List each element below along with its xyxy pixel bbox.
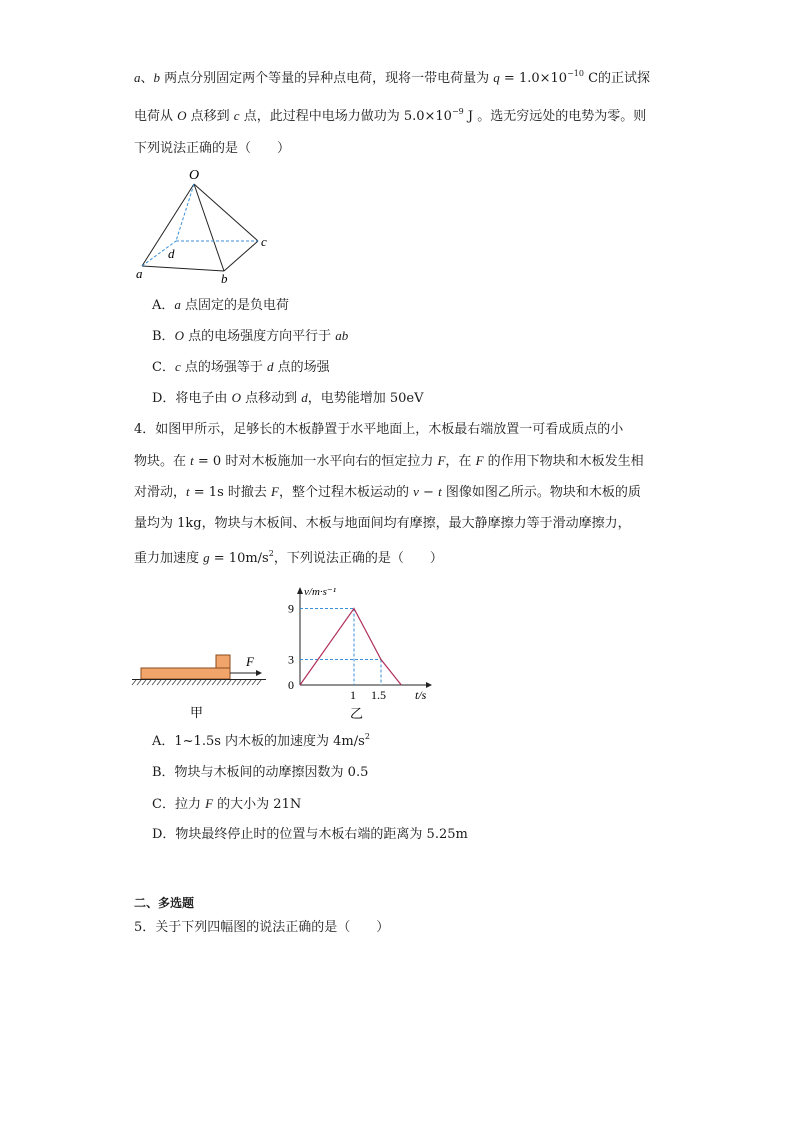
hatch-mark: [222, 680, 226, 685]
figure-yi-vt-chart: [270, 582, 440, 722]
x-tick-label: 1: [350, 688, 356, 702]
x-tick-label: 1.5: [371, 688, 386, 702]
hatch-mark: [217, 680, 221, 685]
hatch-mark: [192, 680, 196, 685]
hatch-mark: [172, 680, 176, 685]
hatch-mark: [242, 680, 246, 685]
hatch-mark: [202, 680, 206, 685]
block: [216, 655, 230, 668]
label-O: O: [189, 168, 200, 183]
q3-option-b[interactable]: B．O 点的电场强度方向平行于 ab: [152, 328, 349, 344]
q5-stem: 5．关于下列四幅图的说法正确的是（ ）: [134, 920, 390, 935]
figure-jia: [130, 645, 270, 725]
hatch-mark: [232, 680, 236, 685]
q3-option-d[interactable]: D．将电子由 O 点移动到 d，电势能增加 50eV: [152, 390, 424, 406]
q4-stem-line-1: 4．如图甲所示，足够长的木板静置于水平地面上，木板最右端放置一可看成质点的小: [134, 422, 624, 437]
var-q: q: [493, 70, 500, 85]
hatch-mark: [157, 680, 161, 685]
q4-stem-line-5: 重力加速度 $g = 10m/s^2$，下列说法正确的是（ ）: [134, 549, 443, 566]
label-d: d: [168, 246, 175, 261]
hatch-mark: [197, 680, 201, 685]
q4-stem-line-4: 量均为 1kg，物块与木板间、木板与地面间均有摩擦，最大静摩擦力等于滑动摩擦力，: [134, 516, 631, 531]
ground-hatch: [132, 680, 261, 685]
var-b: b: [153, 70, 161, 85]
hatch-mark: [247, 680, 251, 685]
y-axis-arrow: [297, 587, 303, 594]
q3-stem-line-3: 下列说法正确的是（ ）: [134, 141, 291, 156]
hatch-mark: [147, 680, 151, 685]
hatch-mark: [182, 680, 186, 685]
series-line-v: [300, 609, 401, 686]
x-tick-label: 0: [288, 678, 294, 692]
hatch-mark: [137, 680, 141, 685]
hatch-mark: [177, 680, 181, 685]
hatch-mark: [252, 680, 256, 685]
pyramid-figure: [132, 164, 282, 286]
force-arrowhead: [256, 670, 262, 676]
label-c: c: [261, 234, 267, 249]
board: [141, 668, 230, 679]
hatch-mark: [152, 680, 156, 685]
hatch-mark: [162, 680, 166, 685]
hatch-mark: [187, 680, 191, 685]
hatch-mark: [237, 680, 241, 685]
q4-option-d[interactable]: D．物块最终停止时的位置与木板右端的距离为 5.25m: [152, 827, 468, 842]
q4-stem-line-2: 物块。在 t = 0 时对木板施加一水平向右的恒定拉力 F，在 F 的作用下物块和木板发生相: [134, 453, 644, 469]
q3-option-c[interactable]: C．c 点的场强等于 d 点的场强: [152, 359, 330, 375]
section-heading-multi-choice: 二、多选题: [134, 896, 195, 910]
q4-option-a[interactable]: A．1~1.5s 内木板的加速度为 $4m/s^2$: [152, 732, 370, 749]
q4-option-b[interactable]: B．物块与木板间的动摩擦因数为 0.5: [152, 765, 369, 780]
label-a: a: [136, 266, 143, 281]
q4-stem-line-3: 对滑动，t = 1s 时撤去 F，整个过程木板运动的 v − t 图像如图乙所示。物块和木板的质: [134, 484, 641, 500]
y-axis-label: v/m·s⁻¹: [304, 586, 337, 598]
var-a: a: [134, 70, 141, 85]
q3-option-a[interactable]: A．a 点固定的是负电荷: [152, 297, 290, 313]
label-F: F: [246, 654, 254, 669]
hatch-mark: [142, 680, 146, 685]
hatch-mark: [167, 680, 171, 685]
hatch-mark: [132, 680, 136, 685]
x-axis-label: t/s: [415, 688, 427, 702]
x-axis-arrow: [426, 682, 432, 688]
caption-jia: 甲: [190, 705, 204, 720]
hatch-mark: [227, 680, 231, 685]
caption-yi: 乙: [350, 706, 364, 721]
q3-stem-line-2: 电荷从 O 点移到 c 点，此过程中电场力做功为 $5.0\times 10^{-9}$ J 。选无穷远处的电势为零。则: [134, 107, 647, 124]
q4-option-c[interactable]: C．拉力 F 的大小为 21N: [152, 796, 302, 812]
hatch-mark: [207, 680, 211, 685]
y-tick-label: 9: [288, 601, 294, 616]
label-b: b: [221, 271, 228, 286]
q3-stem-line-1: a、b 两点分别固定两个等量的异种点电荷，现将一带电荷量为 $q = 1.0\times 10^{-10}$ C的正试探: [134, 69, 651, 86]
hatch-mark: [212, 680, 216, 685]
y-tick-label: 3: [288, 652, 294, 667]
hatch-mark: [257, 680, 261, 685]
